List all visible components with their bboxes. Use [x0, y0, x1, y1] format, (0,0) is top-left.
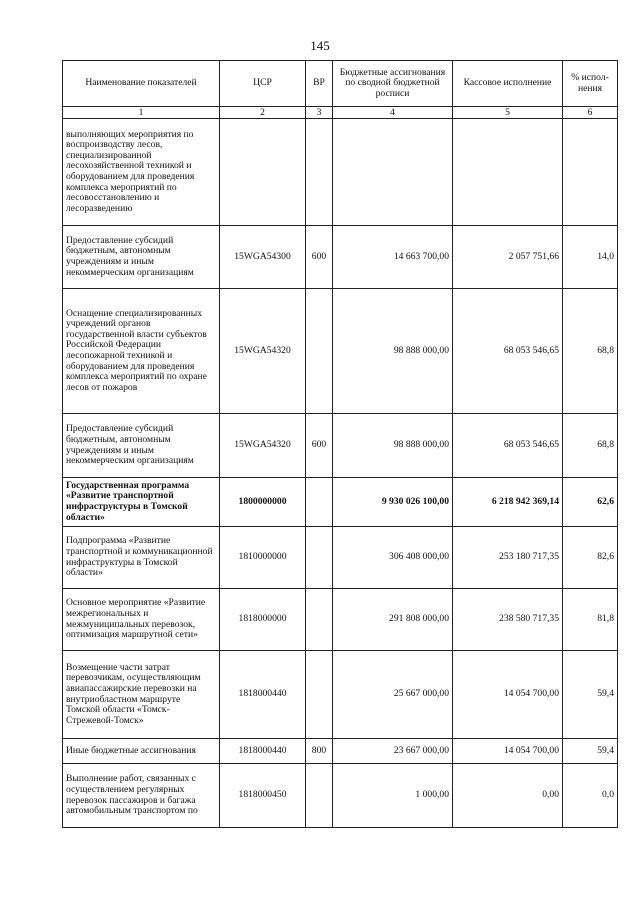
table-row [63, 226, 618, 289]
page-number: 145 [310, 38, 330, 53]
cell-cash: 68 053 546,65 [453, 289, 563, 414]
column-number: 5 [453, 107, 563, 119]
budget-execution-table [62, 60, 618, 828]
cell-csr [220, 119, 306, 226]
header-name: Наименование показателей [63, 61, 220, 107]
cell-name: Государственная программа «Развитие транспортной инфраструктуры в Томской области» [63, 478, 220, 527]
header-budget: Бюджетные ассигнования по сводной бюджетной росписи [333, 61, 453, 107]
cell-budget: 14 663 700,00 [333, 226, 453, 289]
cell-vr [306, 478, 333, 527]
cell-csr: 15WGA54320 [220, 414, 306, 478]
cell-name: Иные бюджетные ассигнования [63, 739, 220, 764]
cell-budget: 306 408 000,00 [333, 527, 453, 589]
cell-pct: 68,8 [563, 414, 618, 478]
cell-name: выполняющих мероприятия по воспроизводству лесов, специализированной лесохозяйственной техникой и оборудованием для проведения комплекса мероприятий по лесовосстановлению и лесоразведению [63, 119, 220, 226]
header-pct: % испол-нения [563, 61, 618, 107]
cell-csr: 1818000450 [220, 764, 306, 828]
cell-vr [306, 764, 333, 828]
header-row [63, 61, 618, 107]
cell-pct: 0,0 [563, 764, 618, 828]
cell-pct: 81,8 [563, 589, 618, 651]
cell-budget: 1 000,00 [333, 764, 453, 828]
cell-cash: 0,00 [453, 764, 563, 828]
cell-pct: 14,0 [563, 226, 618, 289]
cell-budget: 9 930 026 100,00 [333, 478, 453, 527]
cell-csr: 15WGA54300 [220, 226, 306, 289]
column-number: 3 [306, 107, 333, 119]
cell-cash: 14 054 700,00 [453, 739, 563, 764]
cell-name: Выполнение работ, связанных с осуществлением регулярных перевозок пассажиров и багажа автомобильным транспортом по [63, 764, 220, 828]
header-cash: Кассовое исполнение [453, 61, 563, 107]
cell-csr: 1800000000 [220, 478, 306, 527]
cell-name: Возмещение части затрат перевозчикам, осуществляющим авиапассажирские перевозки на внутриобластном маршруте Томской области «Томск-Стрежевой-Томск» [63, 651, 220, 739]
table-row [63, 589, 618, 651]
cell-csr: 1810000000 [220, 527, 306, 589]
cell-cash: 14 054 700,00 [453, 651, 563, 739]
column-number: 4 [333, 107, 453, 119]
table-row [63, 478, 618, 527]
cell-cash: 253 180 717,35 [453, 527, 563, 589]
cell-budget: 98 888 000,00 [333, 289, 453, 414]
cell-name: Предоставление субсидий бюджетным, автономным учреждениям и иным некоммерческим организациям [63, 414, 220, 478]
cell-pct: 59,4 [563, 651, 618, 739]
cell-pct: 82,6 [563, 527, 618, 589]
table-row [63, 527, 618, 589]
cell-cash [453, 119, 563, 226]
table-row [63, 119, 618, 226]
cell-vr [306, 651, 333, 739]
header-csr: ЦСР [220, 61, 306, 107]
cell-name: Подпрограмма «Развитие транспортной и коммуникационной инфраструктуры в Томской области» [63, 527, 220, 589]
cell-budget [333, 119, 453, 226]
table-row [63, 764, 618, 828]
cell-pct: 62,6 [563, 478, 618, 527]
cell-csr: 1818000440 [220, 739, 306, 764]
cell-vr [306, 289, 333, 414]
table-row [63, 414, 618, 478]
cell-vr [306, 119, 333, 226]
table-row [63, 651, 618, 739]
cell-name: Предоставление субсидий бюджетным, автономным учреждениям и иным некоммерческим организациям [63, 226, 220, 289]
cell-budget: 25 667 000,00 [333, 651, 453, 739]
column-number-row [63, 107, 618, 119]
column-number: 6 [563, 107, 618, 119]
cell-pct [563, 119, 618, 226]
cell-budget: 291 808 000,00 [333, 589, 453, 651]
cell-cash: 68 053 546,65 [453, 414, 563, 478]
cell-cash: 6 218 942 369,14 [453, 478, 563, 527]
cell-pct: 68,8 [563, 289, 618, 414]
cell-vr: 600 [306, 226, 333, 289]
cell-cash: 2 057 751,66 [453, 226, 563, 289]
table-row [63, 739, 618, 764]
table-row [63, 289, 618, 414]
cell-budget: 23 667 000,00 [333, 739, 453, 764]
cell-pct: 59,4 [563, 739, 618, 764]
cell-csr: 15WGA54320 [220, 289, 306, 414]
cell-csr: 1818000440 [220, 651, 306, 739]
header-vr: ВР [306, 61, 333, 107]
cell-vr: 800 [306, 739, 333, 764]
cell-name: Оснащение специализированных учреждений органов государственной власти субъектов Российской Федерации лесопожарной техникой и оборудованием для проведения комплекса мероприятий по охране лесов от пожаров [63, 289, 220, 414]
cell-vr: 600 [306, 414, 333, 478]
column-number: 1 [63, 107, 220, 119]
cell-budget: 98 888 000,00 [333, 414, 453, 478]
column-number: 2 [220, 107, 306, 119]
cell-cash: 238 580 717,35 [453, 589, 563, 651]
cell-name: Основное мероприятие «Развитие межрегиональных и межмуниципальных перевозок, оптимизация маршрутной сети» [63, 589, 220, 651]
cell-csr: 1818000000 [220, 589, 306, 651]
cell-vr [306, 589, 333, 651]
cell-vr [306, 527, 333, 589]
